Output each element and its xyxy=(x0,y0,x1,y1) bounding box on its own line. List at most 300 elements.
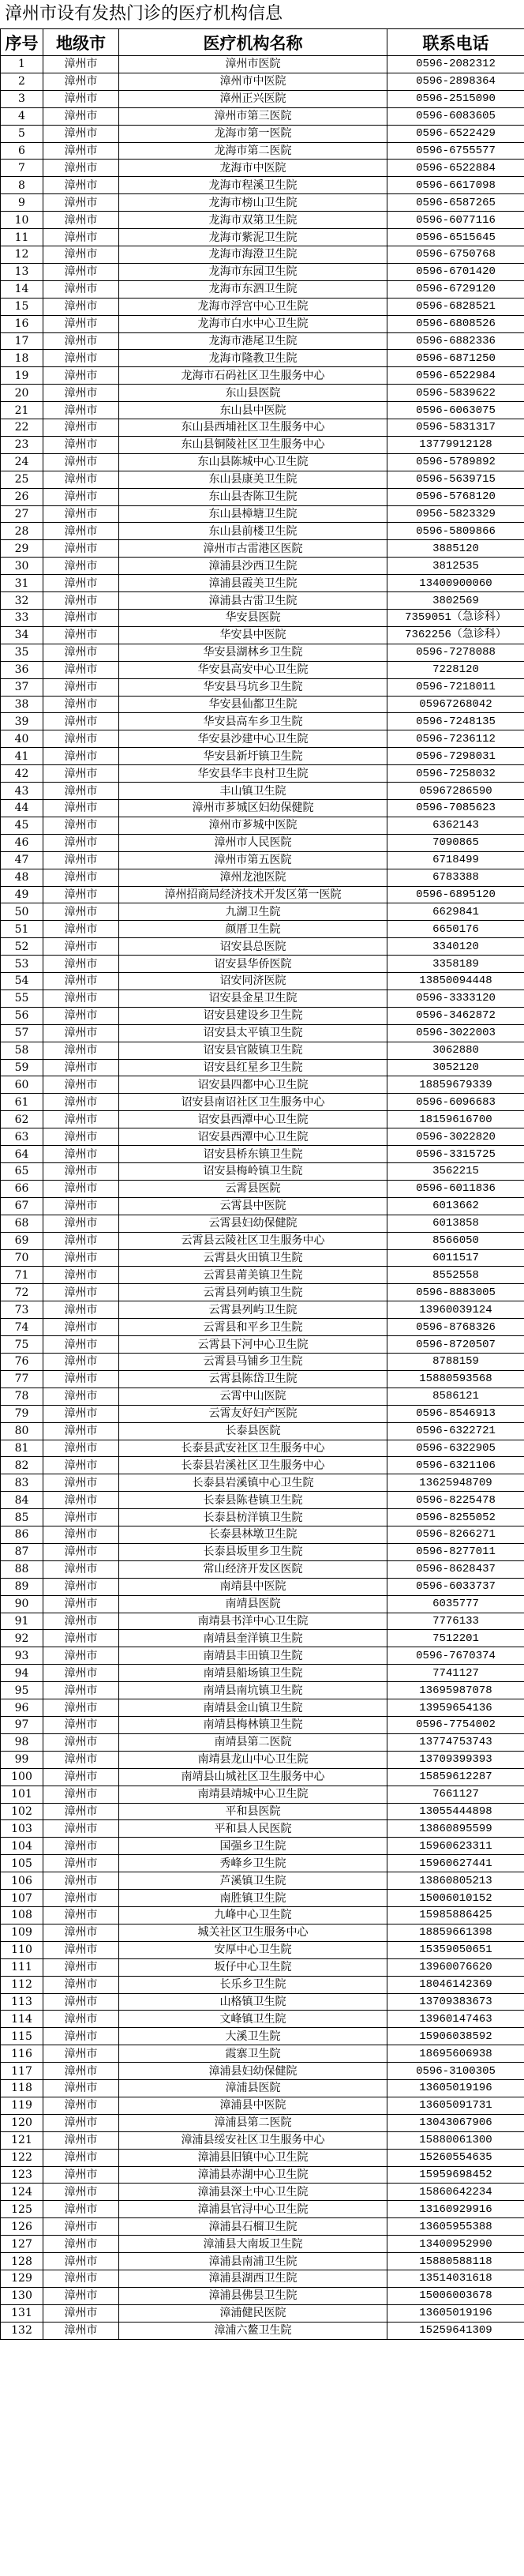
cell-org: 南靖县南坑镇卫生院 xyxy=(119,1682,387,1699)
cell-org: 漳浦县官浔中心卫生院 xyxy=(119,2201,387,2218)
cell-index: 52 xyxy=(1,938,43,956)
cell-tel: 6783388 xyxy=(387,869,524,886)
cell-index: 8 xyxy=(1,177,43,194)
table-row xyxy=(1,1370,524,1388)
cell-city: 漳州市 xyxy=(43,1578,119,1595)
cell-index: 14 xyxy=(1,280,43,298)
cell-org: 漳浦县石榴卫生院 xyxy=(119,2218,387,2236)
cell-tel: 7741127 xyxy=(387,1665,524,1682)
table-row xyxy=(1,1993,524,2011)
cell-tel: 0596-7248135 xyxy=(387,713,524,730)
table-row xyxy=(1,523,524,540)
table-row xyxy=(1,2149,524,2166)
cell-city: 漳州市 xyxy=(43,1543,119,1560)
cell-org: 漳浦县绥安社区卫生服务中心 xyxy=(119,2131,387,2149)
cell-index: 67 xyxy=(1,1197,43,1215)
cell-tel: 13055444898 xyxy=(387,1803,524,1820)
cell-index: 17 xyxy=(1,332,43,350)
cell-city: 漳州市 xyxy=(43,2045,119,2063)
cell-index: 34 xyxy=(1,626,43,644)
cell-org: 诏安县太平镇卫生院 xyxy=(119,1024,387,1042)
table-row xyxy=(1,2287,524,2304)
cell-org: 华安县华丰良村卫生院 xyxy=(119,765,387,783)
cell-org: 龙海市双第卫生院 xyxy=(119,212,387,229)
cell-city: 漳州市 xyxy=(43,748,119,765)
cell-index: 16 xyxy=(1,315,43,332)
cell-tel: 13850094448 xyxy=(387,973,524,990)
cell-org: 诏安县官陂镇卫生院 xyxy=(119,1042,387,1059)
cell-tel: 13605955388 xyxy=(387,2218,524,2236)
cell-city: 漳州市 xyxy=(43,921,119,938)
cell-tel: 6035777 xyxy=(387,1595,524,1613)
cell-org: 城关社区卫生服务中心 xyxy=(119,1924,387,1941)
cell-org: 长泰县坂里乡卫生院 xyxy=(119,1543,387,1560)
table-row xyxy=(1,2045,524,2063)
cell-index: 75 xyxy=(1,1336,43,1354)
table-row xyxy=(1,2322,524,2339)
cell-index: 66 xyxy=(1,1180,43,1197)
cell-city: 漳州市 xyxy=(43,2201,119,2218)
cell-org: 华安县医院 xyxy=(119,610,387,627)
cell-org: 云霄县医院 xyxy=(119,1180,387,1197)
cell-org: 九湖卫生院 xyxy=(119,903,387,921)
table-row xyxy=(1,1076,524,1094)
cell-org: 东山县铜陵社区卫生服务中心 xyxy=(119,436,387,453)
cell-city: 漳州市 xyxy=(43,1941,119,1958)
cell-org: 安厚中心卫生院 xyxy=(119,1941,387,1958)
cell-tel: 3340120 xyxy=(387,938,524,956)
cell-city: 漳州市 xyxy=(43,1267,119,1284)
cell-city: 漳州市 xyxy=(43,2097,119,2114)
cell-index: 68 xyxy=(1,1215,43,1232)
cell-index: 26 xyxy=(1,488,43,505)
cell-tel: 0596-6701420 xyxy=(387,263,524,280)
cell-org: 漳州市第三医院 xyxy=(119,107,387,125)
cell-index: 60 xyxy=(1,1076,43,1094)
cell-tel: 15860642234 xyxy=(387,2184,524,2201)
cell-org: 漳州市第五医院 xyxy=(119,851,387,869)
cell-tel: 6013662 xyxy=(387,1197,524,1215)
cell-tel: 13960076620 xyxy=(387,1958,524,1976)
cell-index: 119 xyxy=(1,2097,43,2114)
cell-org: 云霄县火田镇卫生院 xyxy=(119,1249,387,1267)
cell-tel: 8552558 xyxy=(387,1267,524,1284)
cell-index: 115 xyxy=(1,2028,43,2045)
table-row xyxy=(1,332,524,350)
table-row xyxy=(1,1388,524,1405)
table-row xyxy=(1,783,524,800)
cell-tel: 0596-8266271 xyxy=(387,1526,524,1544)
cell-index: 62 xyxy=(1,1111,43,1128)
cell-index: 106 xyxy=(1,1872,43,1890)
cell-index: 92 xyxy=(1,1630,43,1647)
cell-index: 42 xyxy=(1,765,43,783)
cell-org: 漳浦六鳌卫生院 xyxy=(119,2322,387,2339)
cell-city: 漳州市 xyxy=(43,1094,119,1111)
table-row xyxy=(1,1440,524,1457)
cell-tel: 18046142369 xyxy=(387,1976,524,1993)
cell-index: 71 xyxy=(1,1267,43,1284)
cell-tel: 0596-5639715 xyxy=(387,471,524,488)
cell-city: 漳州市 xyxy=(43,488,119,505)
cell-org: 华安县马坑乡卫生院 xyxy=(119,678,387,696)
table-row xyxy=(1,2236,524,2253)
table-row xyxy=(1,592,524,610)
table-row xyxy=(1,194,524,212)
cell-index: 64 xyxy=(1,1146,43,1163)
cell-city: 漳州市 xyxy=(43,1492,119,1509)
cell-tel: 0596-6515645 xyxy=(387,229,524,246)
cell-city: 漳州市 xyxy=(43,1924,119,1941)
cell-tel: 0596-6011836 xyxy=(387,1180,524,1197)
cell-tel: 13605091731 xyxy=(387,2097,524,2114)
cell-org: 诏安县南诏社区卫生服务中心 xyxy=(119,1094,387,1111)
cell-index: 1 xyxy=(1,56,43,73)
cell-tel: 3885120 xyxy=(387,540,524,558)
cell-org: 东山县前楼卫生院 xyxy=(119,523,387,540)
cell-city: 漳州市 xyxy=(43,160,119,177)
cell-index: 99 xyxy=(1,1751,43,1768)
cell-org: 龙海市榜山卫生院 xyxy=(119,194,387,212)
cell-tel: 6011517 xyxy=(387,1249,524,1267)
cell-tel: 15985886425 xyxy=(387,1906,524,1924)
cell-index: 117 xyxy=(1,2063,43,2080)
cell-index: 128 xyxy=(1,2253,43,2270)
cell-index: 39 xyxy=(1,713,43,730)
cell-org: 南靖县医院 xyxy=(119,1595,387,1613)
table-row xyxy=(1,2184,524,2201)
cell-index: 73 xyxy=(1,1301,43,1319)
cell-index: 100 xyxy=(1,1768,43,1786)
cell-org: 长泰县枋洋镇卫生院 xyxy=(119,1509,387,1526)
cell-tel: 8586121 xyxy=(387,1388,524,1405)
cell-index: 110 xyxy=(1,1941,43,1958)
table-row xyxy=(1,540,524,558)
cell-tel: 6718499 xyxy=(387,851,524,869)
cell-index: 57 xyxy=(1,1024,43,1042)
cell-org: 诏安同济医院 xyxy=(119,973,387,990)
cell-org: 漳浦县佛昙卫生院 xyxy=(119,2287,387,2304)
cell-index: 15 xyxy=(1,298,43,315)
cell-city: 漳州市 xyxy=(43,1630,119,1647)
cell-index: 56 xyxy=(1,1007,43,1024)
cell-index: 7 xyxy=(1,160,43,177)
cell-org: 漳州市医院 xyxy=(119,56,387,73)
cell-index: 24 xyxy=(1,453,43,471)
page-title: 漳州市设有发热门诊的医疗机构信息 xyxy=(5,4,283,24)
cell-tel: 0596-8546913 xyxy=(387,1405,524,1422)
table-row xyxy=(1,1267,524,1284)
cell-city: 漳州市 xyxy=(43,610,119,627)
cell-index: 3 xyxy=(1,90,43,107)
cell-tel: 0596-6755577 xyxy=(387,142,524,160)
cell-tel: 0596-6083605 xyxy=(387,107,524,125)
cell-city: 漳州市 xyxy=(43,2166,119,2184)
cell-index: 13 xyxy=(1,263,43,280)
cell-tel: 13625948709 xyxy=(387,1474,524,1492)
cell-tel: 0956-5823329 xyxy=(387,505,524,523)
table-row xyxy=(1,90,524,107)
cell-index: 121 xyxy=(1,2131,43,2149)
cell-tel: 15006003678 xyxy=(387,2287,524,2304)
cell-tel: 0596-6882336 xyxy=(387,332,524,350)
cell-city: 漳州市 xyxy=(43,1717,119,1734)
cell-city: 漳州市 xyxy=(43,1733,119,1751)
cell-tel: 0596-2515090 xyxy=(387,90,524,107)
cell-org: 南靖县船场镇卫生院 xyxy=(119,1665,387,1682)
cell-tel: 0596-5839622 xyxy=(387,385,524,402)
cell-tel: 18859679339 xyxy=(387,1076,524,1094)
table-row xyxy=(1,471,524,488)
cell-city: 漳州市 xyxy=(43,1993,119,2011)
cell-org: 漳浦县古雷卫生院 xyxy=(119,592,387,610)
cell-index: 76 xyxy=(1,1353,43,1370)
cell-tel: 13774753743 xyxy=(387,1733,524,1751)
cell-tel: 15880588118 xyxy=(387,2253,524,2270)
table-row xyxy=(1,2253,524,2270)
cell-tel: 13605019196 xyxy=(387,2304,524,2322)
cell-index: 36 xyxy=(1,661,43,678)
cell-index: 114 xyxy=(1,2011,43,2028)
cell-city: 漳州市 xyxy=(43,505,119,523)
table-row xyxy=(1,1249,524,1267)
cell-org: 诏安县西潭中心卫生院 xyxy=(119,1128,387,1146)
table-row xyxy=(1,212,524,229)
cell-city: 漳州市 xyxy=(43,177,119,194)
cell-city: 漳州市 xyxy=(43,1370,119,1388)
cell-org: 漳浦县中医院 xyxy=(119,2097,387,2114)
cell-index: 61 xyxy=(1,1094,43,1111)
cell-org: 漳州招商局经济技术开发区第一医院 xyxy=(119,886,387,903)
cell-city: 漳州市 xyxy=(43,730,119,748)
cell-org: 诏安县桥东镇卫生院 xyxy=(119,1146,387,1163)
cell-index: 43 xyxy=(1,783,43,800)
table-row xyxy=(1,1146,524,1163)
cell-org: 东山县康美卫生院 xyxy=(119,471,387,488)
cell-city: 漳州市 xyxy=(43,142,119,160)
cell-org: 长泰县林墩卫生院 xyxy=(119,1526,387,1544)
cell-tel: 13514031618 xyxy=(387,2270,524,2288)
cell-org: 云霄县列屿镇卫生院 xyxy=(119,1284,387,1301)
cell-tel: 0596-8628437 xyxy=(387,1560,524,1578)
cell-org: 漳州市中医院 xyxy=(119,73,387,90)
cell-city: 漳州市 xyxy=(43,263,119,280)
cell-org: 东山县樟塘卫生院 xyxy=(119,505,387,523)
cell-index: 102 xyxy=(1,1803,43,1820)
table-row xyxy=(1,1699,524,1717)
cell-city: 漳州市 xyxy=(43,2149,119,2166)
cell-org: 长泰县医院 xyxy=(119,1422,387,1440)
table-row xyxy=(1,817,524,834)
cell-city: 漳州市 xyxy=(43,1958,119,1976)
cell-tel: 13860895599 xyxy=(387,1820,524,1838)
cell-city: 漳州市 xyxy=(43,1301,119,1319)
cell-city: 漳州市 xyxy=(43,886,119,903)
cell-org: 长泰县陈巷镇卫生院 xyxy=(119,1492,387,1509)
table-row xyxy=(1,385,524,402)
cell-city: 漳州市 xyxy=(43,540,119,558)
table-row xyxy=(1,678,524,696)
cell-city: 漳州市 xyxy=(43,1890,119,1907)
cell-org: 龙海市东泗卫生院 xyxy=(119,280,387,298)
header-org: 医疗机构名称 xyxy=(119,29,387,56)
cell-tel: 15960623311 xyxy=(387,1838,524,1855)
cell-city: 漳州市 xyxy=(43,626,119,644)
cell-org: 国强乡卫生院 xyxy=(119,1838,387,1855)
cell-index: 11 xyxy=(1,229,43,246)
cell-city: 漳州市 xyxy=(43,1422,119,1440)
cell-org: 漳浦县赤湖中心卫生院 xyxy=(119,2166,387,2184)
cell-tel: 05967286590 xyxy=(387,783,524,800)
table-row xyxy=(1,1872,524,1890)
cell-tel: 0596-5789892 xyxy=(387,453,524,471)
cell-city: 漳州市 xyxy=(43,1336,119,1354)
cell-index: 59 xyxy=(1,1059,43,1076)
cell-city: 漳州市 xyxy=(43,367,119,385)
cell-city: 漳州市 xyxy=(43,453,119,471)
cell-city: 漳州市 xyxy=(43,1647,119,1665)
cell-org: 漳州市芗城区妇幼保健院 xyxy=(119,799,387,817)
cell-city: 漳州市 xyxy=(43,246,119,263)
cell-tel: 15260554635 xyxy=(387,2149,524,2166)
cell-index: 98 xyxy=(1,1733,43,1751)
cell-city: 漳州市 xyxy=(43,1405,119,1422)
cell-city: 漳州市 xyxy=(43,1076,119,1094)
cell-index: 9 xyxy=(1,194,43,212)
table-row xyxy=(1,1906,524,1924)
cell-index: 54 xyxy=(1,973,43,990)
cell-index: 82 xyxy=(1,1457,43,1474)
table-row xyxy=(1,1042,524,1059)
table-row xyxy=(1,73,524,90)
table-body xyxy=(1,56,524,2340)
table-row xyxy=(1,1924,524,1941)
cell-city: 漳州市 xyxy=(43,1319,119,1336)
cell-tel: 0596-6096683 xyxy=(387,1094,524,1111)
cell-org: 龙海市第一医院 xyxy=(119,125,387,142)
cell-org: 山格镇卫生院 xyxy=(119,1993,387,2011)
cell-index: 51 xyxy=(1,921,43,938)
cell-city: 漳州市 xyxy=(43,1509,119,1526)
table-row xyxy=(1,748,524,765)
table-row xyxy=(1,315,524,332)
cell-index: 108 xyxy=(1,1906,43,1924)
table-row xyxy=(1,2201,524,2218)
cell-tel: 0596-8277011 xyxy=(387,1543,524,1560)
cell-index: 80 xyxy=(1,1422,43,1440)
cell-index: 107 xyxy=(1,1890,43,1907)
cell-index: 94 xyxy=(1,1665,43,1682)
cell-org: 诏安县梅岭镇卫生院 xyxy=(119,1163,387,1181)
header-tel: 联系电话 xyxy=(387,29,524,56)
cell-tel: 3052120 xyxy=(387,1059,524,1076)
cell-city: 漳州市 xyxy=(43,1474,119,1492)
cell-index: 27 xyxy=(1,505,43,523)
cell-tel: 0596-6617098 xyxy=(387,177,524,194)
cell-org: 诏安县华侨医院 xyxy=(119,956,387,973)
cell-tel: 8788159 xyxy=(387,1353,524,1370)
table-row xyxy=(1,1768,524,1786)
cell-index: 104 xyxy=(1,1838,43,1855)
cell-index: 6 xyxy=(1,142,43,160)
table-row xyxy=(1,2131,524,2149)
cell-city: 漳州市 xyxy=(43,644,119,661)
cell-city: 漳州市 xyxy=(43,817,119,834)
cell-city: 漳州市 xyxy=(43,2184,119,2201)
cell-index: 123 xyxy=(1,2166,43,2184)
cell-index: 101 xyxy=(1,1786,43,1803)
cell-tel: 6013858 xyxy=(387,1215,524,1232)
cell-index: 35 xyxy=(1,644,43,661)
cell-city: 漳州市 xyxy=(43,298,119,315)
cell-org: 秀峰乡卫生院 xyxy=(119,1855,387,1872)
cell-org: 南靖县丰田镇卫生院 xyxy=(119,1647,387,1665)
cell-city: 漳州市 xyxy=(43,1803,119,1820)
cell-index: 126 xyxy=(1,2218,43,2236)
cell-org: 漳浦健民医院 xyxy=(119,2304,387,2322)
table-row xyxy=(1,229,524,246)
table-row xyxy=(1,1941,524,1958)
table-row xyxy=(1,2097,524,2114)
cell-tel: 15906038592 xyxy=(387,2028,524,2045)
cell-org: 龙海市浮宫中心卫生院 xyxy=(119,298,387,315)
cell-tel: 0596-7085623 xyxy=(387,799,524,817)
cell-org: 漳州市古雷港区医院 xyxy=(119,540,387,558)
cell-tel: 0596-7258032 xyxy=(387,765,524,783)
cell-city: 漳州市 xyxy=(43,2236,119,2253)
cell-org: 漳浦县湖西卫生院 xyxy=(119,2270,387,2288)
cell-index: 21 xyxy=(1,402,43,419)
cell-city: 漳州市 xyxy=(43,713,119,730)
cell-tel: 0596-6063075 xyxy=(387,402,524,419)
cell-org: 南靖县梅林镇卫生院 xyxy=(119,1717,387,1734)
table-row xyxy=(1,367,524,385)
cell-tel: 6650176 xyxy=(387,921,524,938)
cell-org: 云霄县和平乡卫生院 xyxy=(119,1319,387,1336)
cell-tel: 0596-6321106 xyxy=(387,1457,524,1474)
cell-index: 65 xyxy=(1,1163,43,1181)
table-row xyxy=(1,661,524,678)
cell-tel: 3812535 xyxy=(387,558,524,575)
cell-tel: 0596-7754002 xyxy=(387,1717,524,1734)
cell-org: 云霄友好妇产医院 xyxy=(119,1405,387,1422)
cell-tel: 0596-6587265 xyxy=(387,194,524,212)
header-index: 序号 xyxy=(1,29,43,56)
table-row xyxy=(1,938,524,956)
table-row xyxy=(1,2011,524,2028)
cell-city: 漳州市 xyxy=(43,1699,119,1717)
cell-org: 漳浦县南浦卫生院 xyxy=(119,2253,387,2270)
cell-index: 120 xyxy=(1,2114,43,2131)
cell-org: 长泰县岩溪社区卫生服务中心 xyxy=(119,1457,387,1474)
table-row xyxy=(1,419,524,437)
cell-tel: 13605019196 xyxy=(387,2080,524,2097)
cell-index: 2 xyxy=(1,73,43,90)
cell-index: 12 xyxy=(1,246,43,263)
cell-org: 长泰县岩溪镇中心卫生院 xyxy=(119,1474,387,1492)
table-row xyxy=(1,246,524,263)
cell-org: 云霄县中医院 xyxy=(119,1197,387,1215)
cell-org: 诏安县红星乡卫生院 xyxy=(119,1059,387,1076)
cell-city: 漳州市 xyxy=(43,1665,119,1682)
cell-city: 漳州市 xyxy=(43,1751,119,1768)
cell-city: 漳州市 xyxy=(43,1180,119,1197)
cell-tel: 0596-7298031 xyxy=(387,748,524,765)
cell-org: 南靖县奎洋镇卫生院 xyxy=(119,1630,387,1647)
cell-org: 龙海市东园卫生院 xyxy=(119,263,387,280)
cell-tel: 05967268042 xyxy=(387,696,524,713)
cell-org: 东山县医院 xyxy=(119,385,387,402)
